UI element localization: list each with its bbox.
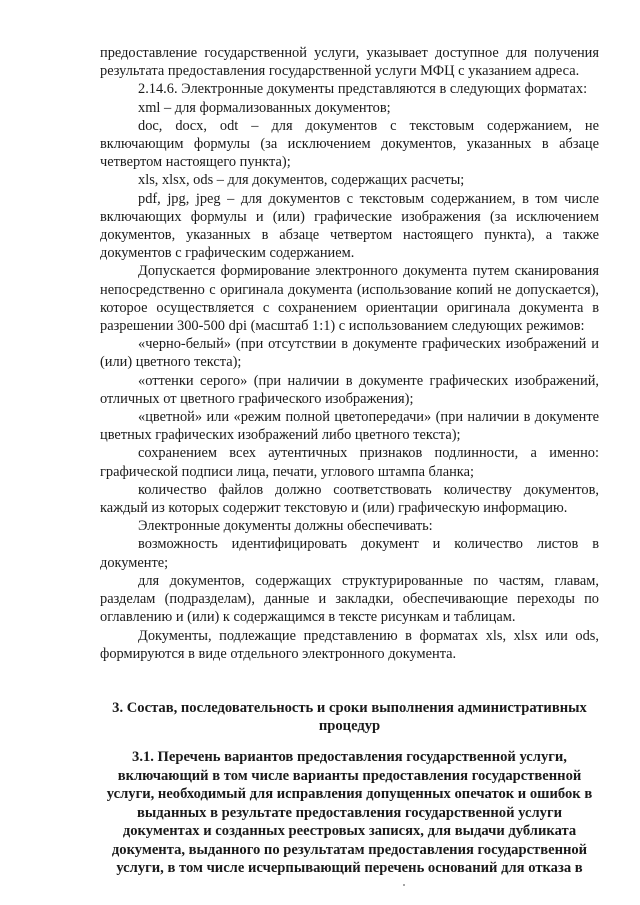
- section-heading: 3. Состав, последовательность и сроки выполнения административных процедур: [112, 699, 587, 735]
- paragraph-format-pdf: pdf, jpg, jpeg – для документов с текстовым содержанием, в том числе включающих формулы и (или) графические изображения (за исключением документов, указанных в абзаце четвертом настоящего пункта), а также документов с графическим содержанием.: [100, 190, 599, 262]
- paragraph-identification: возможность идентифицировать документ и количество листов в документе;: [100, 536, 599, 571]
- paragraph-authenticity: сохранением всех аутентичных признаков подлинности, а именно: графической подписи лица, печати, углового штампа бланка;: [100, 445, 599, 480]
- scan-speck: [403, 884, 405, 886]
- paragraph-scanning: Допускается формирование электронного документа путем сканирования непосредственно с оригинала документа (использование копий не допускается), которое осуществляется с сохранением ориентации оригинала документа в разрешении 300-500 dpi (масштаб 1:1) с использованием следующих режимов:: [100, 263, 599, 335]
- paragraph-mode-color: «цветной» или «режим полной цветопередачи» (при наличии в документе цветных графических изображений либо цветного текста);: [100, 409, 599, 444]
- paragraph-file-count: количество файлов должно соответствовать количеству документов, каждый из которых содержит текстовую и (или) графическую информацию.: [100, 481, 599, 517]
- paragraph-2-14-6: 2.14.6. Электронные документы представляются в следующих форматах:: [138, 81, 588, 98]
- paragraph-format-xml: xml – для формализованных документов;: [138, 99, 391, 116]
- paragraph-mfc-result: предоставление государственной услуги, указывает доступное для получения результата предоставления государственной услуги МФЦ с указанием адреса.: [100, 45, 599, 80]
- section-gap: [100, 663, 599, 699]
- paragraph-requirements: Электронные документы должны обеспечивать:: [138, 518, 433, 535]
- paragraph-mode-bw: «черно-белый» (при отсутствии в документе графических изображений и (или) цветного текста);: [100, 336, 599, 371]
- paragraph-mode-grayscale: «оттенки серого» (при наличии в документе графических изображений, отличных от цветного графического изображения);: [100, 372, 599, 407]
- paragraph-structure: для документов, содержащих структурированные по частям, главам, разделам (подразделам), данные и закладки, обеспечивающие переходы по оглавлению и (или) к содержащимся в тексте рисункам и таблицам.: [100, 572, 599, 626]
- document-page: [100, 44, 599, 878]
- subsection-heading: 3.1. Перечень вариантов предоставления государственной услуги, включающий в том числе варианты предоставления государственной услуги, необходимый для исправления допущенных опечаток и ошибок в выданных в результате предоставления государственной услуги документах и созданных реестровых записях, для выдачи дубликата документа, выданного по результатам предоставления государственной услуги, в том числе исчерпывающий перечень оснований для отказа в: [106, 748, 593, 877]
- paragraph-format-doc: doc, docx, odt – для документов с текстовым содержанием, не включающим формулы (за исключением документов, указанных в абзаце четвертом настоящего пункта);: [100, 117, 599, 171]
- paragraph-separate-doc: Документы, подлежащие представлению в форматах xls, xlsx или ods, формируются в виде отдельного электронного документа.: [100, 627, 599, 662]
- paragraph-format-xls: xls, xlsx, ods – для документов, содержащих расчеты;: [138, 172, 465, 189]
